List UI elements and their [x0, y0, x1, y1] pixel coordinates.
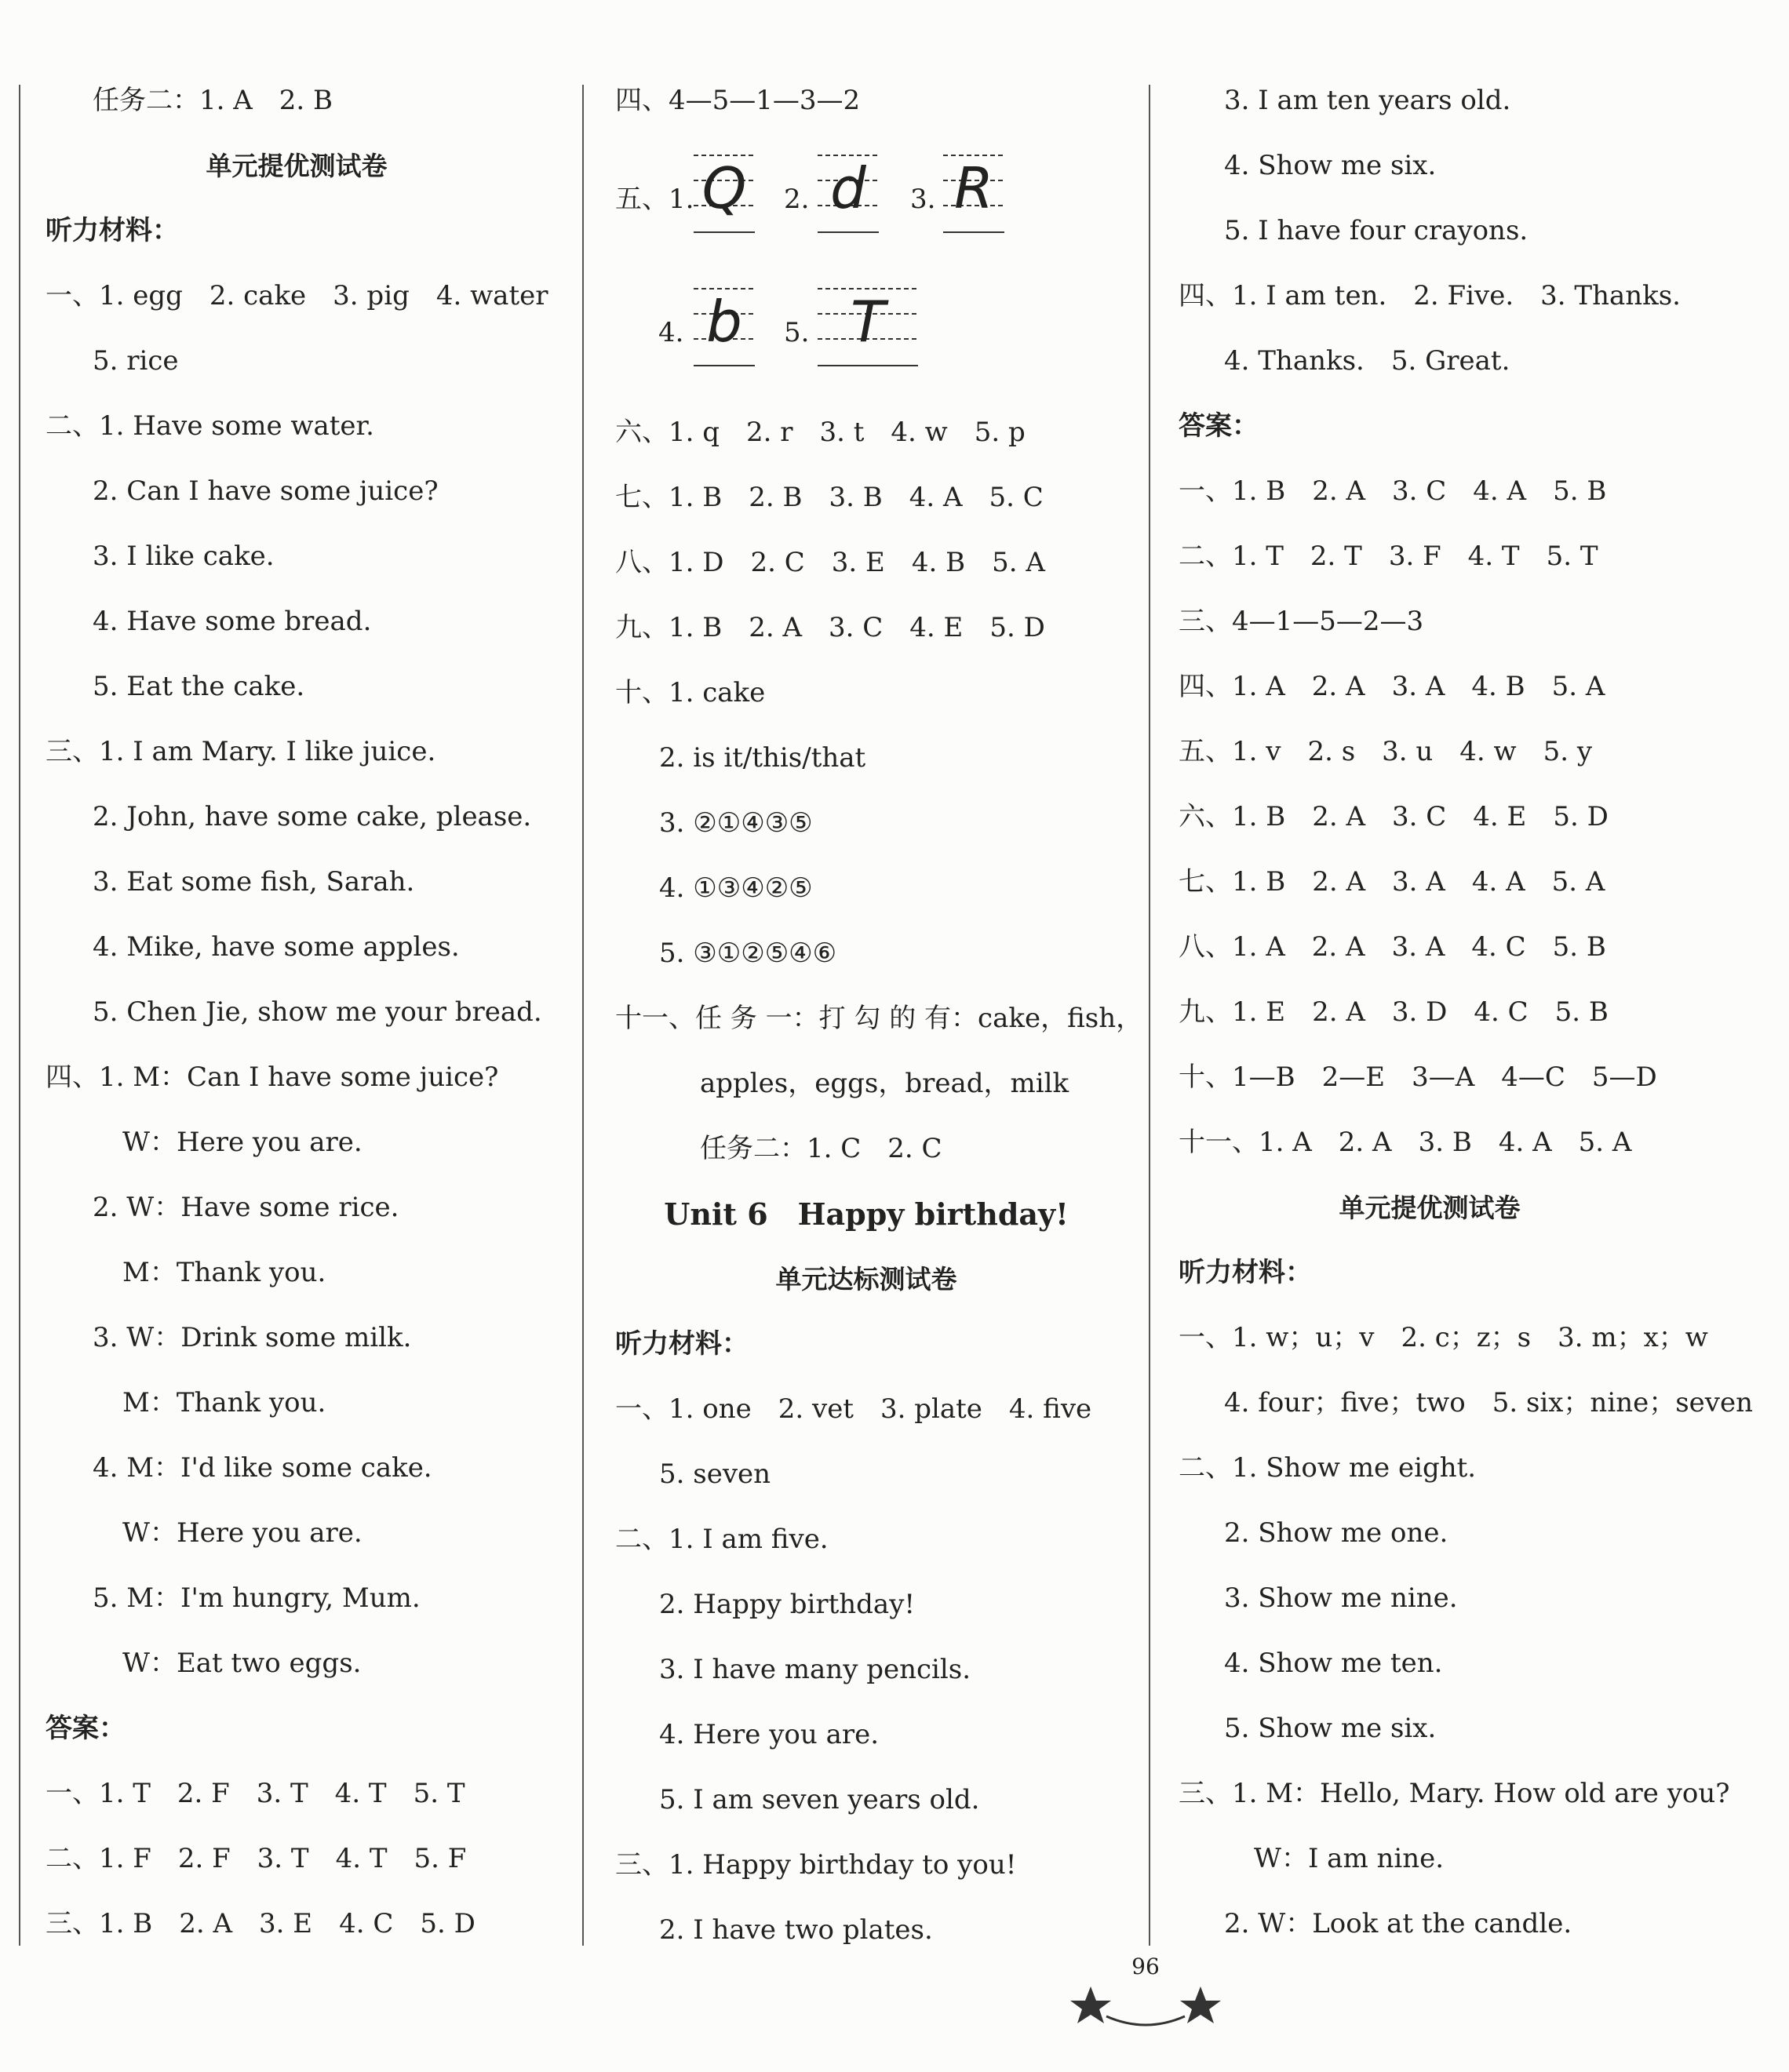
text-line: 4. four；five；two 5. six；nine；seven — [1224, 1387, 1754, 1418]
text-line: 3. I am ten years old. — [1224, 85, 1511, 116]
subsection-heading: 听力材料： — [1179, 1257, 1312, 1288]
section-title: 单元达标测试卷 — [775, 1264, 957, 1295]
text-line: 一、1. w；u；v 2. c；z；s 3. m；x；w — [1179, 1322, 1708, 1353]
text-line: 2. W：Look at the candle. — [1224, 1908, 1572, 1939]
text-line: 一、1. B 2. A 3. C 4. A 5. B — [1179, 475, 1607, 507]
handwriting-box — [694, 149, 755, 235]
text-line: 5. Eat the cake. — [93, 671, 305, 702]
section-title: 单元提优测试卷 — [1339, 1193, 1521, 1223]
question-label: 五、1. — [615, 184, 694, 215]
text-line: 二、1. F 2. F 3. T 4. T 5. F — [46, 1843, 467, 1874]
text-line: 5. Show me six. — [1224, 1713, 1437, 1744]
text-line: 七、1. B 2. A 3. A 4. A 5. A — [1179, 866, 1605, 898]
subsection-heading: 听力材料： — [615, 1328, 749, 1360]
text-line: 一、1. one 2. vet 3. plate 4. five — [615, 1393, 1092, 1425]
text-line: 八、1. D 2. C 3. E 4. B 5. A — [615, 547, 1045, 578]
section-title: 单元提优测试卷 — [206, 151, 388, 181]
text-line: 三、4—1—5—2—3 — [1179, 606, 1424, 637]
text-line: 二、1. T 2. T 3. F 4. T 5. T — [1179, 541, 1598, 572]
text-line: 2. W：Have some rice. — [93, 1192, 399, 1223]
text-line: 二、1. Have some water. — [46, 410, 374, 442]
text-line: 八、1. A 2. A 3. A 4. C 5. B — [1179, 931, 1606, 963]
item-label: 3. — [910, 184, 936, 215]
handwriting-box — [818, 282, 918, 369]
text-line: 4. Thanks. 5. Great. — [1224, 345, 1510, 377]
text-line: 四、4—5—1—3—2 — [615, 85, 861, 116]
text-line: 五、1. v 2. s 3. u 4. w 5. y — [1179, 736, 1593, 767]
text-line: W：Here you are. — [122, 1517, 363, 1549]
left-margin-rule — [19, 85, 20, 1946]
text-line: 七、1. B 2. B 3. B 4. A 5. C — [615, 482, 1044, 513]
text-line: 二、1. Show me eight. — [1179, 1452, 1477, 1484]
text-line: 十一、任 务 一：打 勾 的 有：cake，fish， — [615, 1003, 1143, 1034]
text-line: 2. I have two plates. — [659, 1914, 933, 1946]
handwritten-letter: R — [953, 155, 994, 221]
column-divider-2 — [1149, 85, 1150, 1946]
text-line: 3. I have many pencils. — [659, 1654, 971, 1685]
star-ornament-icon — [1051, 1954, 1240, 2048]
handwritten-letter: Q — [701, 155, 747, 221]
text-line: 三、1. Happy birthday to you! — [615, 1849, 1017, 1881]
text-line: 三、1. I am Mary. I like juice. — [46, 736, 436, 767]
item-label: 5. — [784, 317, 810, 348]
text-line: 九、1. B 2. A 3. C 4. E 5. D — [615, 612, 1045, 643]
column-divider-1 — [582, 85, 584, 1946]
subsection-heading: 听力材料： — [46, 215, 179, 246]
text-line: W：Here you are. — [122, 1127, 363, 1158]
text-line: 三、1. M：Hello, Mary. How old are you? — [1179, 1778, 1730, 1809]
text-line: 十一、1. A 2. A 3. B 4. A 5. A — [1179, 1127, 1632, 1158]
text-line: 2. is it/this/that — [659, 742, 866, 774]
handwriting-box — [943, 149, 1004, 235]
text-line: 四、1. M：Can I have some juice? — [46, 1061, 499, 1093]
text-line: 5. seven — [659, 1458, 771, 1490]
text-line: 任务二：1. C 2. C — [700, 1133, 942, 1164]
text-line: 4. M：I'd like some cake. — [93, 1452, 432, 1484]
answers-heading: 答案： — [46, 1713, 126, 1744]
text-line: 二、1. I am five. — [615, 1524, 829, 1555]
unit-title: Unit 6 Happy birthday! — [664, 1196, 1069, 1232]
text-line: 5. rice — [93, 345, 179, 377]
text-line: 2. John, have some cake, please. — [93, 801, 532, 832]
text-line: 4. Show me six. — [1224, 150, 1437, 181]
text-line: 3. I like cake. — [93, 541, 275, 572]
text-line: apples，eggs，bread，milk — [700, 1068, 1069, 1099]
text-line: 十、1—B 2—E 3—A 4—C 5—D — [1179, 1061, 1657, 1093]
text-line: 2. Show me one. — [1224, 1517, 1448, 1549]
handwritten-letter: d — [830, 155, 866, 221]
text-line: 4. Have some bread. — [93, 606, 372, 637]
text-line: W：Eat two eggs. — [122, 1648, 362, 1679]
text-line: 5. M：I'm hungry, Mum. — [93, 1582, 421, 1614]
text-line: 5. I am seven years old. — [659, 1784, 980, 1815]
text-line: 九、1. E 2. A 3. D 4. C 5. B — [1179, 996, 1609, 1028]
page-footer — [1051, 1954, 1240, 2048]
text-line: 3. Eat some fish, Sarah. — [93, 866, 415, 898]
text-line: 四、1. A 2. A 3. A 4. B 5. A — [1179, 671, 1605, 702]
text-line: 4. ①③④②⑤ — [659, 872, 813, 904]
page-number: 96 — [1131, 1954, 1160, 1979]
handwriting-exercise — [615, 149, 1133, 384]
item-label: 4. — [658, 317, 684, 348]
text-line: 5. ③①②⑤④⑥ — [659, 938, 837, 969]
text-line: 3. Show me nine. — [1224, 1582, 1458, 1614]
text-line: 5. Chen Jie, show me your bread. — [93, 996, 542, 1028]
handwritten-letter: b — [706, 289, 742, 355]
text-line: 4. Mike, have some apples. — [93, 931, 460, 963]
text-line: 一、1. egg 2. cake 3. pig 4. water — [46, 280, 548, 311]
text-line: W：I am nine. — [1254, 1843, 1445, 1874]
text-line: 2. Can I have some juice? — [93, 475, 439, 507]
text-line: 5. I have four crayons. — [1224, 215, 1528, 246]
text-line: 六、1. B 2. A 3. C 4. E 5. D — [1179, 801, 1609, 832]
handwritten-letter: T — [851, 289, 885, 355]
text-line: 4. Show me ten. — [1224, 1648, 1443, 1679]
text-line: 4. Here you are. — [659, 1719, 880, 1750]
handwriting-box — [818, 149, 879, 235]
text-line: 三、1. B 2. A 3. E 4. C 5. D — [46, 1908, 475, 1939]
text-line: 3. W：Drink some milk. — [93, 1322, 412, 1353]
text-line: M：Thank you. — [122, 1387, 326, 1418]
text-line: 六、1. q 2. r 3. t 4. w 5. p — [615, 417, 1026, 448]
text-line: 十、1. cake — [615, 677, 766, 708]
text-line: 3. ②①④③⑤ — [659, 807, 813, 839]
handwriting-box — [694, 282, 755, 369]
item-label: 2. — [784, 184, 810, 215]
text-line: 2. Happy birthday! — [659, 1589, 916, 1620]
text-line: M：Thank you. — [122, 1257, 326, 1288]
answers-heading: 答案： — [1179, 410, 1259, 442]
text-line: 四、1. I am ten. 2. Five. 3. Thanks. — [1179, 280, 1681, 311]
text-line: 一、1. T 2. F 3. T 4. T 5. T — [46, 1778, 465, 1809]
text-line: 任务二：1. A 2. B — [93, 85, 333, 116]
